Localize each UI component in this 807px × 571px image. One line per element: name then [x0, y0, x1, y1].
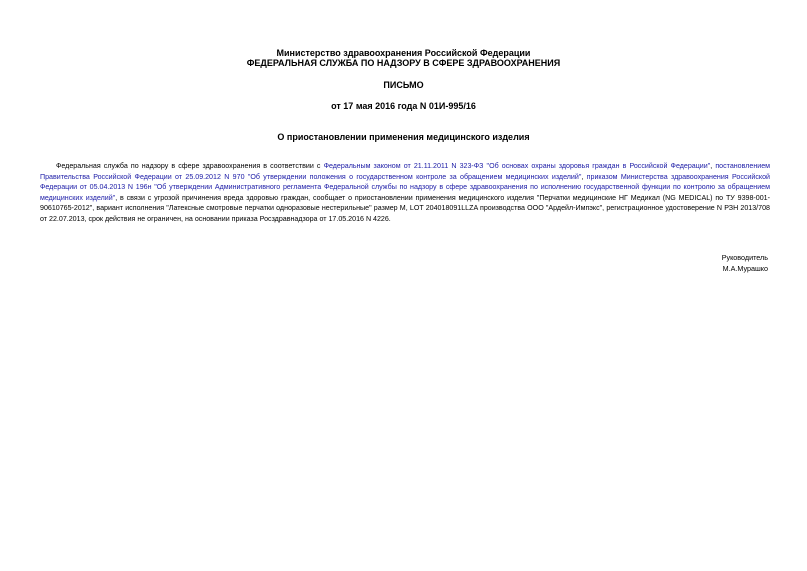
federal-law-link[interactable]: Федеральным законом от 21.11.2011 N 323-ФЗ "Об основах охраны здоровья граждан в Российской Федерации" [323, 162, 711, 170]
body-text-part: , [710, 162, 716, 170]
body-text-part: Федеральная служба по надзору в сфере здравоохранения в соответствии с [56, 162, 324, 170]
letter-body [40, 161, 770, 224]
body-text-part: , [581, 172, 587, 181]
signatory-title: Руководитель [721, 253, 768, 262]
body-text-part: , в связи с угрозой причинения вреда здоровью граждан, сообщает о приостановлении применения медицинского изделия "Перчатки медицинские НГ Медикал (NG MEDICAL) по ТУ 9398-001-90610765-2012", вариант исполнения "Латексные смотровые перчатки одноразовые нестерильные" размер M, LOT 204018091LLZA производства ООО "Ардейл-Импэкс", регистрационное удостоверение N РЗН 2013/708 от 22.07.2013, срок действия не ограничен, на основании приказа Росздравнадзора от 17.05.2016 N 4226. [40, 193, 770, 223]
document-date-number: от 17 мая 2016 года N 01И-995/16 [331, 101, 476, 111]
government-resolution-link[interactable]: постановлением Правительства Российской Федерации от 25.09.2012 N 970 "Об утверждении положения о государственном контроле за обращением медицинских изделий" [40, 162, 770, 181]
document-type: ПИСЬМО [383, 80, 424, 90]
document-subject: О приостановлении применения медицинского изделия [277, 132, 530, 142]
service-name: ФЕДЕРАЛЬНАЯ СЛУЖБА ПО НАДЗОРУ В СФЕРЕ ЗДРАВООХРАНЕНИЯ [246, 58, 561, 68]
ministry-name: Министерство здравоохранения Российской Федерации [276, 48, 531, 58]
signatory-name: М.А.Мурашко [722, 264, 768, 273]
ministry-order-link[interactable]: приказом Министерства здравоохранения Российской Федерации от 05.04.2013 N 196н "Об утверждении Административного регламента Федеральной службы по надзору в сфере здравоохранения по исполнению государственной функции по контролю за обращением медицинских изделий" [40, 172, 770, 202]
